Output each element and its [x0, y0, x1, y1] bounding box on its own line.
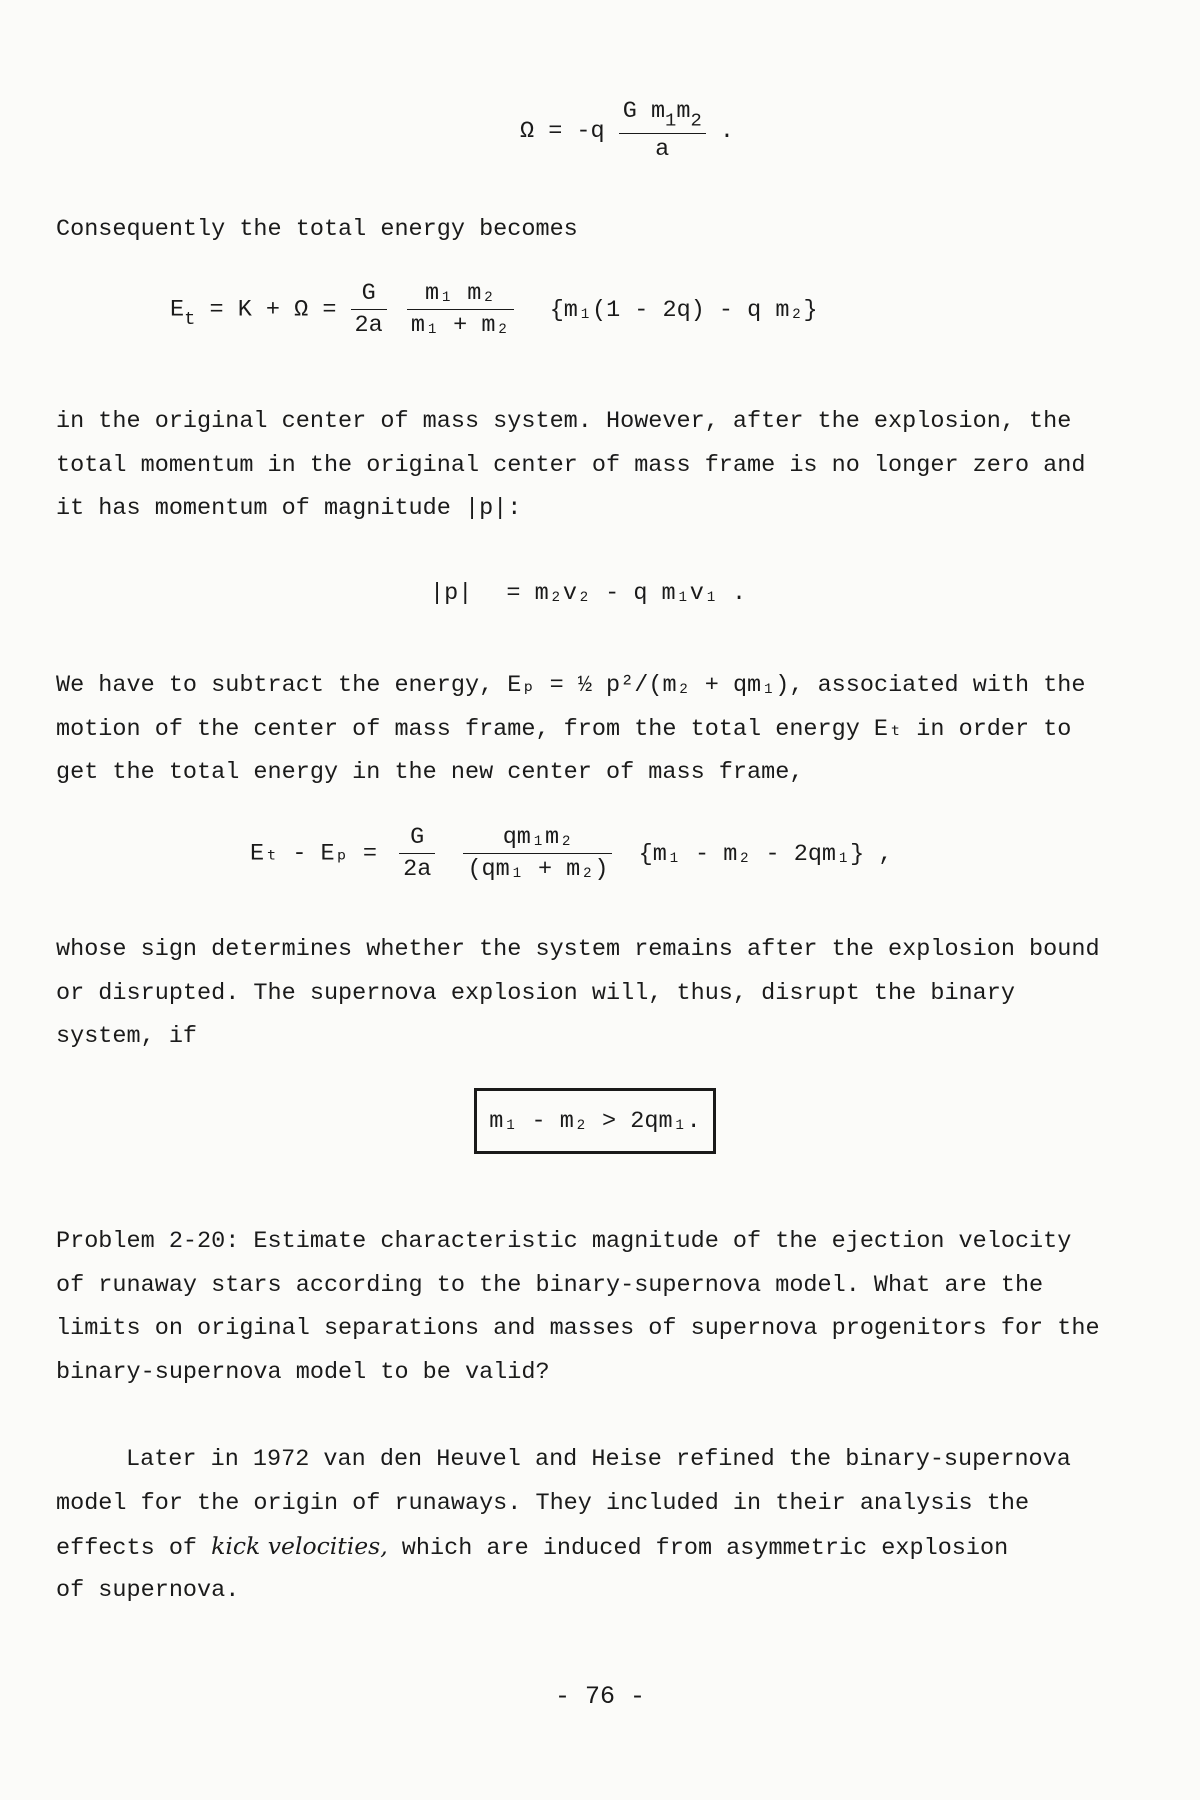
total-lhs-sub: t [184, 308, 196, 331]
paragraph-3 [56, 664, 1116, 795]
paragraph-2-line-1: in the original center of mass system. However, after the explosion, the [56, 408, 1072, 435]
omega-num: G m [622, 98, 666, 125]
equation-momentum [430, 580, 746, 607]
omega-lhs: Ω = -q [520, 117, 605, 145]
kick-velocities-term: kick velocities, [211, 1532, 388, 1560]
problem-2-20 [56, 1220, 1116, 1394]
page-number: - 76 - [554, 1682, 645, 1711]
paragraph-4 [56, 928, 1116, 1059]
diff-f2-den: (qm₁ + m₂) [463, 853, 612, 883]
paragraph-2 [56, 400, 1116, 531]
omega-den: a [619, 133, 706, 163]
total-f1-num: G [361, 280, 376, 307]
momentum-rhs: = m₂v₂ - q m₁v₁ . [506, 580, 747, 607]
omega-end: . [719, 117, 734, 145]
paragraph-5-line-3-pre: effects of [56, 1535, 212, 1562]
paragraph-3-line-2: motion of the center of mass frame, from the total energy Eₜ in order to [56, 715, 1072, 743]
omega-num-m2: m [676, 98, 691, 125]
diff-rhs: {m₁ - m₂ - 2qm₁} , [638, 840, 893, 868]
paragraph-4-line-3: system, if [56, 1023, 198, 1050]
paragraph-2-line-2: total momentum in the original center of mass frame is no longer zero and [56, 451, 1086, 479]
problem-line-3: limits on original separations and masses of supernova progenitors for the [56, 1315, 1100, 1342]
paragraph-5-line-2: model for the origin of runaways. They included in their analysis the [56, 1489, 1030, 1517]
problem-line-1: Problem 2-20: Estimate characteristic magnitude of the ejection velocity [56, 1228, 1072, 1255]
omega-num-sub1: 1 [665, 109, 677, 132]
total-mid: = K + Ω = [209, 296, 337, 324]
omega-fraction [619, 98, 706, 163]
total-fraction-1 [351, 280, 387, 339]
paragraph-5-line-1: Later in 1972 van den Heuvel and Heise refined the binary-supernova [126, 1446, 1071, 1473]
problem-line-2: of runaway stars according to the binary-supernova model. What are the [56, 1271, 1044, 1299]
paragraph-3-line-1: We have to subtract the energy, Eₚ = ½ p²/(m₂ + qm₁), associated with the [56, 672, 1086, 699]
total-f1-den: 2a [351, 309, 387, 339]
paragraph-5 [56, 1438, 1116, 1612]
paragraph-2-line-3: it has momentum of magnitude |p|: [56, 495, 522, 522]
paragraph-3-line-3: get the total energy in the new center of mass frame, [56, 759, 804, 786]
diff-fraction-1 [399, 824, 435, 883]
diff-f2-num: qm₁m₂ [502, 824, 574, 851]
problem-line-4: binary-supernova model to be valid? [56, 1358, 550, 1386]
paragraph-5-line-3-post: which are induced from asymmetric explosion [387, 1535, 1009, 1562]
paragraph-4-line-1: whose sign determines whether the system remains after the explosion bound [56, 936, 1100, 963]
total-lhs: E [170, 296, 185, 324]
paragraph-1-line: Consequently the total energy becomes [56, 216, 578, 243]
diff-f1-num: G [410, 824, 425, 851]
boxed-condition [474, 1088, 716, 1154]
omega-num-sub2: 2 [690, 109, 702, 132]
paragraph-5-line-3 [56, 1525, 1116, 1569]
paragraph-5-line-4: of supernova. [56, 1576, 240, 1604]
paragraph-1 [56, 208, 1116, 252]
paragraph-4-line-2: or disrupted. The supernova explosion will, thus, disrupt the binary [56, 979, 1015, 1007]
diff-lhs: Eₜ - Eₚ = [250, 840, 378, 868]
boxed-condition-text: m₁ - m₂ > 2qm₁. [489, 1107, 701, 1135]
equation-energy-difference [250, 824, 892, 883]
total-f2-den: m₁ + m₂ [407, 309, 514, 339]
total-fraction-2 [407, 280, 514, 339]
equation-total-energy [170, 280, 818, 339]
total-f2-num: m₁ m₂ [424, 280, 496, 307]
diff-fraction-2 [463, 824, 612, 883]
momentum-lhs: |p| [430, 580, 473, 607]
diff-f1-den: 2a [399, 853, 435, 883]
total-rhs: {m₁(1 - 2q) - q m₂} [549, 296, 818, 324]
equation-omega [520, 98, 734, 163]
